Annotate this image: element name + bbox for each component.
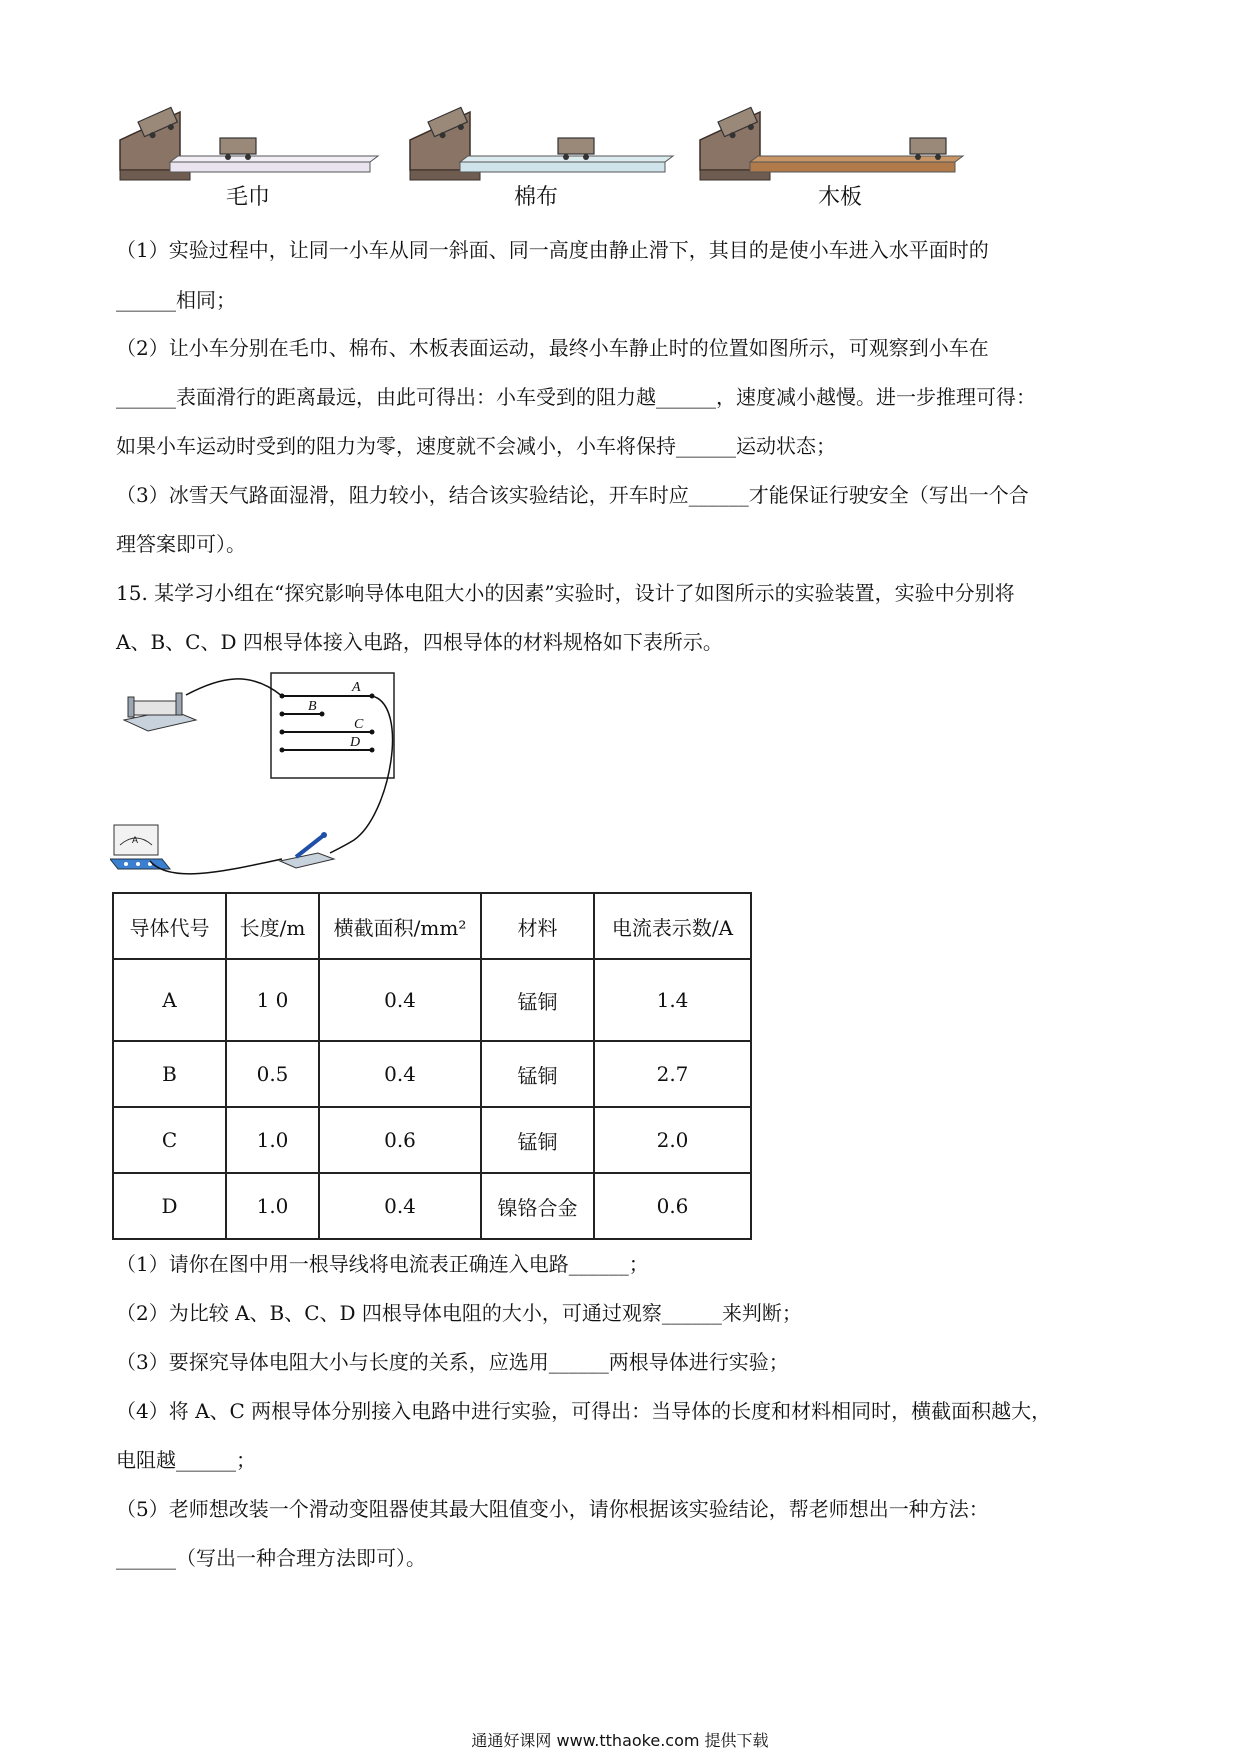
table-header-cell: 导体代号 [113,893,226,959]
table-cell: 1.0 [226,1107,319,1173]
q15-sub4-line1: （4）将 A、C 两根导体分别接入电路中进行实验，可得出：当导体的长度和材料相同时，横截面积越大， [116,1399,1052,1423]
q15-sub2: （2）为比较 A、B、C、D 四根导体电阻的大小，可通过观察______来判断； [116,1301,802,1325]
q15-sub5-line2: ______（写出一种合理方法即可）。 [116,1546,426,1570]
conductor-board [271,673,394,778]
wire-label-c: C [354,717,364,732]
table-cell: 1 0 [226,959,319,1041]
table-cell: 0.4 [319,1041,481,1107]
table-cell: 2.7 [594,1041,751,1107]
table-row [113,1041,751,1107]
ramp-towel [120,107,378,180]
wire-label-b: B [308,699,317,714]
table-row [113,959,751,1041]
wire-label-a: A [352,680,361,695]
table-cell: 1.0 [226,1173,319,1239]
table-header-cell: 材料 [481,893,594,959]
q14-part2-line3: 如果小车运动时受到的阻力为零，速度就不会减小，小车将保持______运动状态； [116,434,836,458]
table-cell: D [113,1173,226,1239]
q15-sub5-line1: （5）老师想改装一个滑动变阻器使其最大阻值变小，请你根据该实验结论，帮老师想出一种方法： [116,1497,989,1521]
q15-intro-line1: 15. 某学习小组在“探究影响导体电阻大小的因素”实验时，设计了如图所示的实验装置，实验中分别将 [116,581,1015,605]
table-cell: 0.5 [226,1041,319,1107]
table-cell: C [113,1107,226,1173]
q15-sub3: （3）要探究导体电阻大小与长度的关系，应选用______两根导体进行实验； [116,1350,789,1374]
table-cell: 0.4 [319,1173,481,1239]
caption-wood: 木板 [818,185,863,210]
knife-switch [280,832,334,868]
table-cell: A [113,959,226,1041]
table-cell: 锰铜 [481,1107,594,1173]
q15-sub1: （1）请你在图中用一根导线将电流表正确连入电路______； [116,1252,649,1276]
table-header-row [113,893,751,959]
battery-holder [124,693,196,731]
wire-label-d: D [350,735,361,750]
conductor-spec-table [112,892,752,1240]
q14-part1-line1: （1）实验过程中，让同一小车从同一斜面、同一高度由静止滑下，其目的是使小车进入水平面时的 [116,238,989,262]
q14-part2-line1: （2）让小车分别在毛巾、棉布、木板表面运动，最终小车静止时的位置如图所示，可观察到小车在 [116,336,989,360]
table-cell: 1.4 [594,959,751,1041]
q15-intro-line2: A、B、C、D 四根导体接入电路，四根导体的材料规格如下表所示。 [116,630,723,654]
q14-part1-line2: ______相同； [116,288,236,312]
table-cell: 0.6 [319,1107,481,1173]
table-cell: B [113,1041,226,1107]
ramp-cotton [410,107,673,180]
table-header-cell: 横截面积/mm² [319,893,481,959]
table-cell: 锰铜 [481,959,594,1041]
q14-part2-line2: ______表面滑行的距离最远，由此可得出：小车受到的阻力越______，速度减小越慢。进一步推理可得： [116,385,1036,409]
caption-towel: 毛巾 [226,185,271,210]
caption-cotton: 棉布 [514,185,559,210]
table-cell: 锰铜 [481,1041,594,1107]
q15-sub4-line2: 电阻越______； [116,1448,256,1472]
table-row [113,1107,751,1173]
circuit-figure [110,665,430,880]
ramp-wood [700,107,963,180]
table-cell: 0.4 [319,959,481,1041]
q14-part3-line1: （3）冰雪天气路面湿滑，阻力较小，结合该实验结论，开车时应______才能保证行驶安全（写出一个合 [116,483,1029,507]
table-cell: 镍铬合金 [481,1173,594,1239]
table-header-cell: 长度/m [226,893,319,959]
table-row [113,1173,751,1239]
ammeter-label: A [132,835,139,845]
table-cell: 0.6 [594,1173,751,1239]
ammeter [110,825,170,869]
page-footer: 通通好课网 www.tthaoke.com 提供下载 [471,1731,769,1750]
table-header-cell: 电流表示数/A [594,893,751,959]
table-cell: 2.0 [594,1107,751,1173]
q14-part3-line2: 理答案即可）。 [116,532,246,556]
